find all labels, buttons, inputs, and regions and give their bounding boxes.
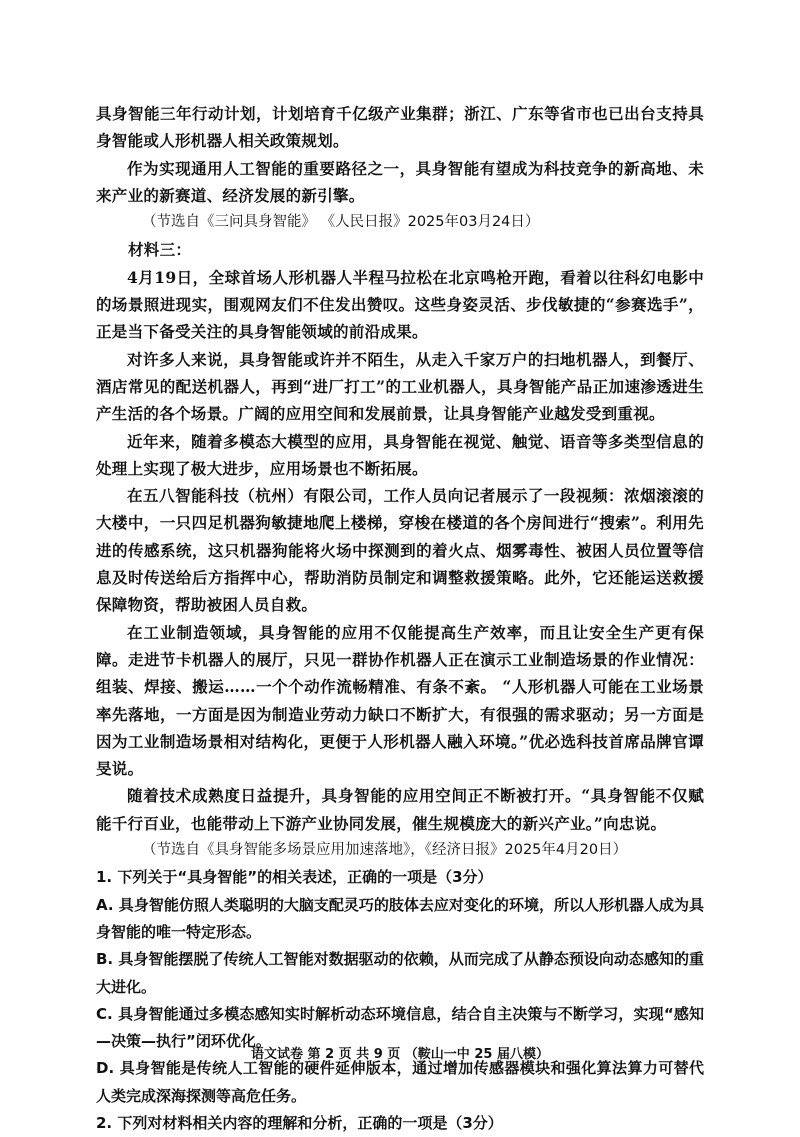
material3-paragraph: 在工业制造领域，具身智能的应用不仅能提高生产效率，而且让安全生产更有保障。走进节卡机器人的展厅，只见一群协作机器人正在演示工业制造场景的作业情况：组装、焊接、搬运……一个个动作流畅精准、有条不紊。 “人形机器人可能在工业场景率先落地，一方面是因为制造业劳动力缺口不断扩大，有很强的需求驱动；另一方面是因为工业制造场景相对结构化，更便于人形机器人融入环境。”优必选科技首席品牌官谭旻说。: [96, 622, 704, 779]
material3-paragraph: 近年来，随着多模态大模型的应用，具身智能在视觉、触觉、语音等多类型信息的处理上实现了极大进步，应用场景也不断拓展。: [96, 431, 704, 478]
question-1-option-a: A. 具身智能仿照人类聪明的大脑支配灵巧的肢体去应对变化的环境，所以人形机器人成为具身智能的唯一特定形态。: [96, 895, 704, 941]
page-content: [96, 100, 704, 1137]
material3-paragraph: 对许多人来说，具身智能或许并不陌生，从走入千家万户的扫地机器人，到餐厅、酒店常见的配送机器人，再到“进厂打工”的工业机器人，具身智能产品正加速渗透进生产生活的各个场景。广阔的应用空间和发展前景，让具身智能产业越发受到重视。: [96, 349, 704, 424]
question-1-stem: 1. 下列关于“具身智能”的相关表述，正确的一项是（3分）: [96, 868, 493, 887]
material2-paragraph: 作为实现通用人工智能的重要路径之一，具身智能有望成为科技竞争的新高地、未来产业的新赛道、经济发展的新引擎。: [96, 158, 704, 205]
material3-paragraph: 随着技术成熟度日益提升，具身智能的应用空间正不断被打开。“具身智能不仅赋能千行百业，也能带动上下游产业协同发展，催生规模庞大的新兴产业。”向忠说。: [96, 786, 704, 833]
question-2-stem: 2. 下列对材料相关内容的理解和分析，正确的一项是（3分）: [96, 1113, 503, 1132]
question-1-option-c: C. 具身智能通过多模态感知实时解析动态环境信息，结合自主决策与不断学习，实现“感知—决策—执行”闭环优化。: [96, 1004, 704, 1051]
question-1-option-d: D. 具身智能是传统人工智能的硬件延伸版本，通过增加传感器模块和强化算法算力可替代人类完成深海探测等高危任务。: [96, 1059, 704, 1105]
page-footer: 语文试卷 第 2 页 共 9 页 （鞍山一中 25 届八模）: [251, 1047, 549, 1062]
material3-source: （节选自《具身智能多场景应用加速落地》，《经济日报》2025年4月20日）: [142, 842, 628, 859]
material3-label: 材料三：: [128, 240, 192, 260]
material2-paragraph: 具身智能三年行动计划，计划培育千亿级产业集群；浙江、广东等省市也已出台支持具身智能或人形机器人相关政策规划。: [96, 104, 704, 151]
material3-paragraph: 4月19日，全球首场人形机器人半程马拉松在北京鸣枪开跑，看着以往科幻电影中的场景照进现实，围观网友们不住发出赞叹。这些身姿灵活、步伐敏捷的“参赛选手”，正是当下备受关注的具身智能领域的前沿成果。: [96, 267, 704, 342]
question-1-option-b: B. 具身智能摆脱了传统人工智能对数据驱动的依赖，从而完成了从静态预设向动态感知的重大进化。: [96, 950, 704, 996]
material2-source: （节选自《三问具身智能》 《人民日报》2025年03月24日）: [142, 214, 540, 231]
material3-paragraph: 在五八智能科技（杭州）有限公司，工作人员向记者展示了一段视频：浓烟滚滚的大楼中，一只四足机器狗敏捷地爬上楼梯，穿梭在楼道的各个房间进行“搜索”。利用先进的传感系统，这只机器狗能将火场中探测到的着火点、烟雾毒性、被困人员位置等信息及时传送给后方指挥中心，帮助消防员制定和调整救援策略。此外，它还能运送救援保障物资，帮助被困人员自救。: [96, 486, 704, 615]
